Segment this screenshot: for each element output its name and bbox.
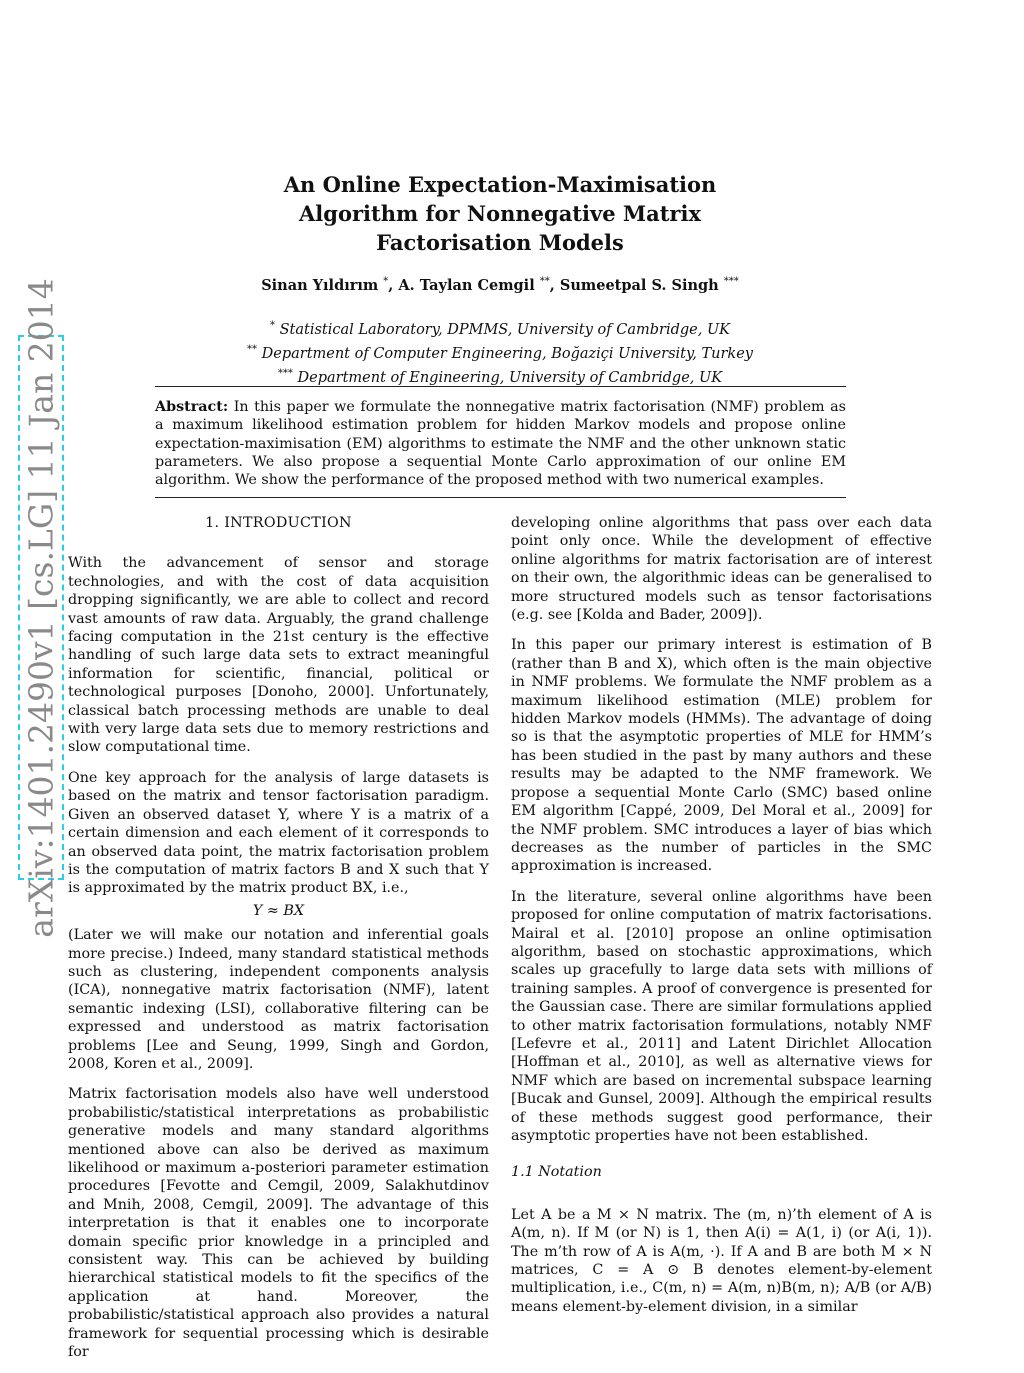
- author-mark: **: [539, 276, 550, 287]
- equation: Y ≈ BX: [252, 902, 305, 919]
- paragraph: In the literature, several online algorithms have been proposed for online computation of matrix factorisations. Mairal et al. [2010] propose an online optimisation algorithm, based on stochastic approximations, which scales up gracefully to large data sets with millions of training samples. A proof of convergence is presented for the Gaussian case. There are similar formulations applied to other matrix factorisation formulations, notably NMF [Lefevre et al., 2011] and Latent Dirichlet Allocation [Hoffman et al., 2010], as well as alternative views for NMF which are based on incremental subspace learning [Bucak and Gunsel, 2009]. Although the empirical results of these methods suggest good performance, their asymptotic properties have not been established.: [511, 888, 932, 1144]
- affiliation-line: [150, 364, 850, 388]
- author-mark: *: [383, 276, 389, 287]
- abstract-label: Abstract:: [155, 399, 229, 415]
- author-list: Sinan Yıldırım *, A. Taylan Cemgil **, Sumeetpal S. Singh ***: [261, 276, 739, 294]
- paragraph: Matrix factorisation models also have well understood probabilistic/statistical interpretations as probabilistic generative models and many standard algorithms mentioned above can also be derived as maximum likelihood or maximum a-posteriori parameter estimation procedures [Fevotte and Cemgil, 2009, Salakhutdinov and Mnih, 2008, Cemgil, 2009]. The advantage of this interpretation is that it enables one to incorporate domain specific prior knowledge in a principled and consistent way. This can be achieved by building hierarchical statistical models to fit the specifics of the application at hand. Moreover, the probabilistic/statistical approach also provides a natural framework for sequential processing which is desirable for: [68, 1086, 489, 1361]
- affiliation-line: [150, 340, 850, 364]
- author-name: A. Taylan Cemgil: [398, 276, 535, 294]
- affiliation-mark: *: [269, 320, 275, 331]
- paragraph: One key approach for the analysis of large datasets is based on the matrix and tensor factorisation paradigm. Given an observed dataset Y, where Y is a matrix of a certain dimension and each element of it corresponds to an observed data point, the matrix factorisation problem is the computation of matrix factors B and X such that Y is approximated by the matrix product BX, i.e.,: [68, 769, 489, 897]
- abstract: [155, 398, 846, 489]
- paragraph: Let A be a M × N matrix. The (m, n)’th element of A is A(m, n). If M (or N) is 1, then A(i) = A(1, i) (or A(i, 1)). The m’th row of A is A(m, ·). If A and B are both M × N matrices, C = A ⊙ B denotes element-by-element multiplication, i.e., C(m, n) = A(m, n)B(m, n); A/B (or A/B) means element-by-element division, in a similar: [511, 1206, 932, 1315]
- affiliation-mark: ***: [277, 367, 293, 379]
- abstract-top-rule: [155, 386, 846, 387]
- section-heading: 1. INTRODUCTION: [205, 515, 352, 531]
- subsection-heading: 1.1 Notation: [511, 1164, 602, 1181]
- paragraph: developing online algorithms that pass over each data point only once. While the development of effective online algorithms for matrix factorisation are of interest on their own, the algorithmic ideas can be generalised to more structured models such as tensor factorisations (e.g. see [Kolda and Bader, 2009]).: [511, 515, 932, 624]
- paragraph: With the advancement of sensor and storage technologies, and with the cost of data acquisition dropping significantly, we are able to collect and record vast amounts of raw data. Arguably, the grand challenge facing computation in the 21st century is the effective handling of such large data sets to extract meaningful information for scientific, financial, political or technological purposes [Donoho, 2000]. Unfortunately, classical batch processing methods are unable to deal with very large data sets due to memory restrictions and slow computational time.: [68, 555, 489, 756]
- affiliation-text: Statistical Laboratory, DPMMS, University of Cambridge, UK: [279, 321, 730, 338]
- author-name: Sinan Yıldırım: [261, 276, 379, 294]
- arxiv-stamp[interactable]: [18, 277, 64, 938]
- author-name: Sumeetpal S. Singh: [559, 276, 719, 294]
- affiliation-mark: **: [247, 343, 258, 355]
- title-line: Factorisation Models: [376, 230, 624, 255]
- affiliations: [150, 316, 850, 387]
- affiliation-line: [150, 316, 850, 340]
- paragraph: (Later we will make our notation and inferential goals more precise.) Indeed, many standard statistical methods such as clustering, independent components analysis (ICA), nonnegative matrix factorisation (NMF), latent semantic indexing (LSI), collaborative filtering can be expressed and understood as matrix factorisation problems [Lee and Seung, 1999, Singh and Gordon, 2008, Koren et al., 2009].: [68, 927, 489, 1072]
- paragraph: In this paper our primary interest is estimation of B (rather than B and X), which often is the main objective in NMF problems. We formulate the NMF problem as a maximum likelihood estimation (MLE) problem for hidden Markov models (HMMs). The advantage of doing so is that the asymptotic properties of MLE for HMM’s has been studied in the past by many authors and these results may be adapted to the NMF framework. We propose a sequential Monte Carlo (SMC) based online EM algorithm [Cappé, 2009, Del Moral et al., 2009] for the NMF problem. SMC introduces a layer of bias which decreases as the number of particles in the SMC approximation is increased.: [511, 637, 932, 875]
- abstract-bottom-rule: [155, 497, 846, 498]
- left-column: [68, 514, 489, 1373]
- title-line: An Online Expectation-Maximisation: [283, 172, 717, 197]
- affiliation-text: Department of Engineering, University of Cambridge, UK: [297, 369, 723, 386]
- author-mark: ***: [723, 276, 739, 287]
- arxiv-stamp-text: arXiv:1401.2490v1 [cs.LG] 11 Jan 2014: [21, 277, 61, 938]
- paper-title: [200, 170, 800, 257]
- title-line: Algorithm for Nonnegative Matrix: [299, 201, 701, 226]
- right-column: [511, 514, 932, 1328]
- affiliation-text: Department of Computer Engineering, Boğaziçi University, Turkey: [261, 345, 753, 362]
- abstract-text: In this paper we formulate the nonnegative matrix factorisation (NMF) problem as a maximum likelihood estimation problem for hidden Markov models and propose online expectation-maximisation (EM) algorithms to estimate the NMF and the other unknown static parameters. We also propose a sequential Monte Carlo approximation of our online EM algorithm. We show the performance of the proposed method with two numerical examples.: [155, 399, 847, 489]
